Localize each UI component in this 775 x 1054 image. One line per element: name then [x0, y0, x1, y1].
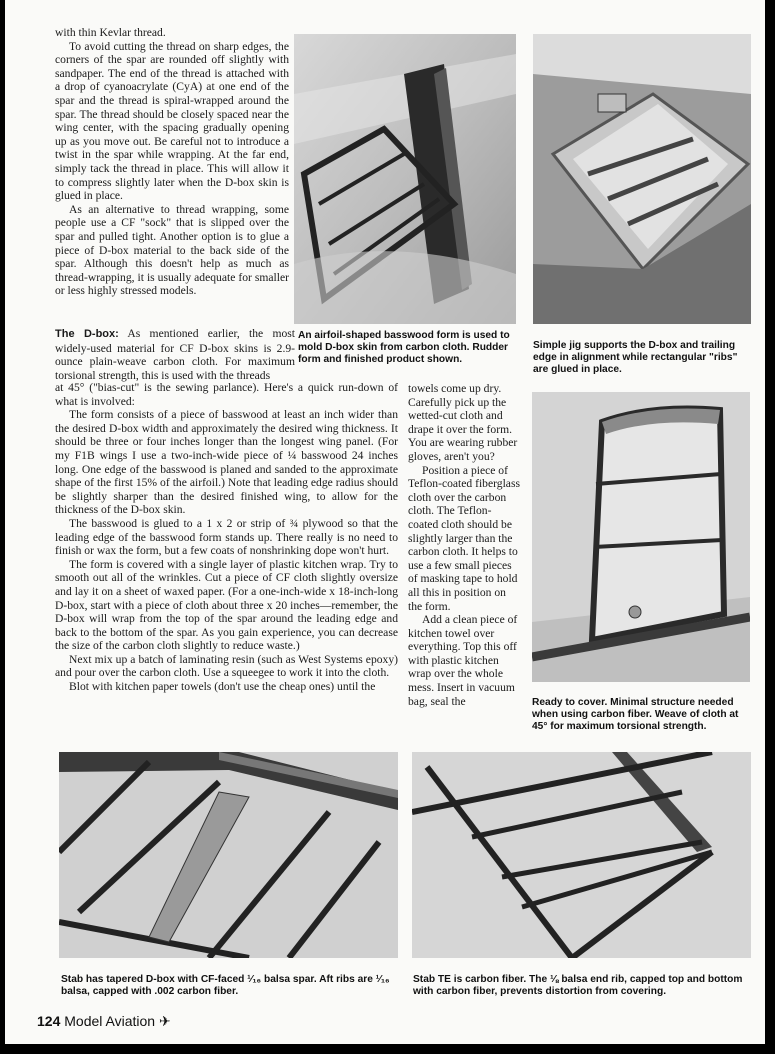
paragraph: Add a clean piece of kitchen towel over everything. Top this off with plastic kitchen wrap over the whole mess. Insert in vacuum bag, seal the — [408, 613, 518, 708]
caption-stab-dbox: Stab has tapered D-box with CF-faced ¹⁄₁₆ balsa spar. Aft ribs are ¹⁄₁₆ balsa, capped with .002 carbon fiber. — [61, 974, 390, 997]
paragraph: The form is covered with a single layer of plastic kitchen wrap. Try to smooth out all of the wrinkles. Cut a piece of CF cloth slightly oversize and lay it on a sheet of waxed paper. (For a one-inch-wide x 18-inch-long D-box, start with a piece of cloth about three x 20 inches—remember, the D-box will wrap from the top of the spar around the leading edge and back to the bottom of the spar. As you gain experience, you can decrease the size of the carbon cloth slightly to reduce waste.) — [55, 557, 398, 653]
paragraph: The basswood is glued to a 1 x 2 or strip of ¾ plywood so that the leading edge of the basswood form stands up. There really is no need to finish or wax the form, but a few coats of nonshrinking dope won't hurt. — [55, 516, 398, 558]
paragraph — [55, 327, 295, 382]
paragraph: Blot with kitchen paper towels (don't use the cheap ones) until the — [69, 680, 376, 694]
dbox-wide-text — [55, 381, 398, 694]
dbox-intro-text — [55, 327, 295, 382]
photo-simple-jig — [533, 34, 751, 324]
left-column-text — [55, 26, 289, 298]
paragraph: To avoid cutting the thread on sharp edges, the corners of the spar are rounded off slightly with sandpaper. The end of the thread is attached with a drop of cyanoacrylate (CyA) at one end of the spar and the thread is spiral-wrapped around the spar. The thread should be closely spaced near the wing center, with the spacing gradually opening up as you move out. Be careful not to introduce a twist in the spar while wrapping. At the far end, simply tack the thread in place. This will allow it to compress slightly later when the D-box skin is glued in place. — [55, 39, 289, 203]
paragraph: As an alternative to thread wrapping, some people use a CF "sock" that is slipped over the spar and pulled tight. Another option is to glue a piece of D-box material to the back side of the spar. Although this doesn't help as much as thread-wrapping, it is usually adequate for smaller or less highly stressed models. — [55, 202, 289, 298]
section-heading: The D-box: — [55, 328, 119, 340]
photo-ready-to-cover — [532, 392, 750, 682]
caption-simple-jig: Simple jig supports the D-box and trailing edge in alignment while rectangular "ribs" are glued in place. — [533, 340, 738, 375]
paragraph: The form consists of a piece of basswood at least an inch wider than the desired D-box width and approximately the desired wing thickness. It should be three or four inches longer than the longest wing panel. (For my F1B wings I use a two-inch-wide piece of ¼ basswood 24 inches long. One edge of the basswood is planed and sanded to the approximate shape of the first 15% of the airfoil.) Note that leading edge radius should be slightly sharper than the desired finished wing, to allow for the thickness of the D-box skin. — [55, 408, 398, 517]
caption-stab-te: Stab TE is carbon fiber. The ⅛ balsa end rib, capped top and bottom with carbon fiber, prevents distortion from covering. — [413, 974, 743, 997]
paragraph-text: As mentioned earlier, the most widely-used material for CF D-box skins is 2.9-ounce plain-weave carbon cloth. For maximum torsional strength, this is used with the threads — [55, 327, 295, 382]
caption-ready-to-cover: Ready to cover. Minimal structure needed when using carbon fiber. Weave of cloth at 45° for maximum torsional strength. — [532, 697, 739, 732]
photo-basswood-form — [294, 34, 516, 324]
paragraph: towels come up dry. Carefully pick up the wetted-cut cloth and drape it over the form. You are wearing rubber gloves, aren't you? — [408, 382, 518, 463]
paragraph: at 45° ("bias-cut" is the sewing parlance). Here's a quick run-down of what is involved: — [55, 381, 398, 408]
photo-stab-te — [412, 752, 751, 958]
page-footer — [37, 1013, 171, 1030]
paragraph: Next mix up a batch of laminating resin (such as West Systems epoxy) and pour over the carbon cloth. Use a squeegee to work it into the cloth. — [55, 652, 398, 680]
airplane-icon: ✈ — [158, 1013, 171, 1029]
paragraph: with thin Kevlar thread. — [55, 26, 166, 39]
paragraph: Position a piece of Teflon-coated fiberglass cloth over the carbon cloth. The Teflon-coated cloth should be slightly larger than the carbon cloth. It helps to use a few small pieces of masking tape to hold all this in position on the form. — [408, 463, 520, 613]
middle-column-text — [408, 382, 520, 708]
photo-stab-dbox — [59, 752, 398, 958]
caption-basswood-form: An airfoil-shaped basswood form is used to mold D-box skin from carbon cloth. Rudder form and finished product shown. — [298, 330, 510, 365]
magazine-page — [5, 0, 765, 1044]
magazine-name: Model Aviation — [64, 1013, 156, 1029]
page-number: 124 — [37, 1013, 61, 1029]
